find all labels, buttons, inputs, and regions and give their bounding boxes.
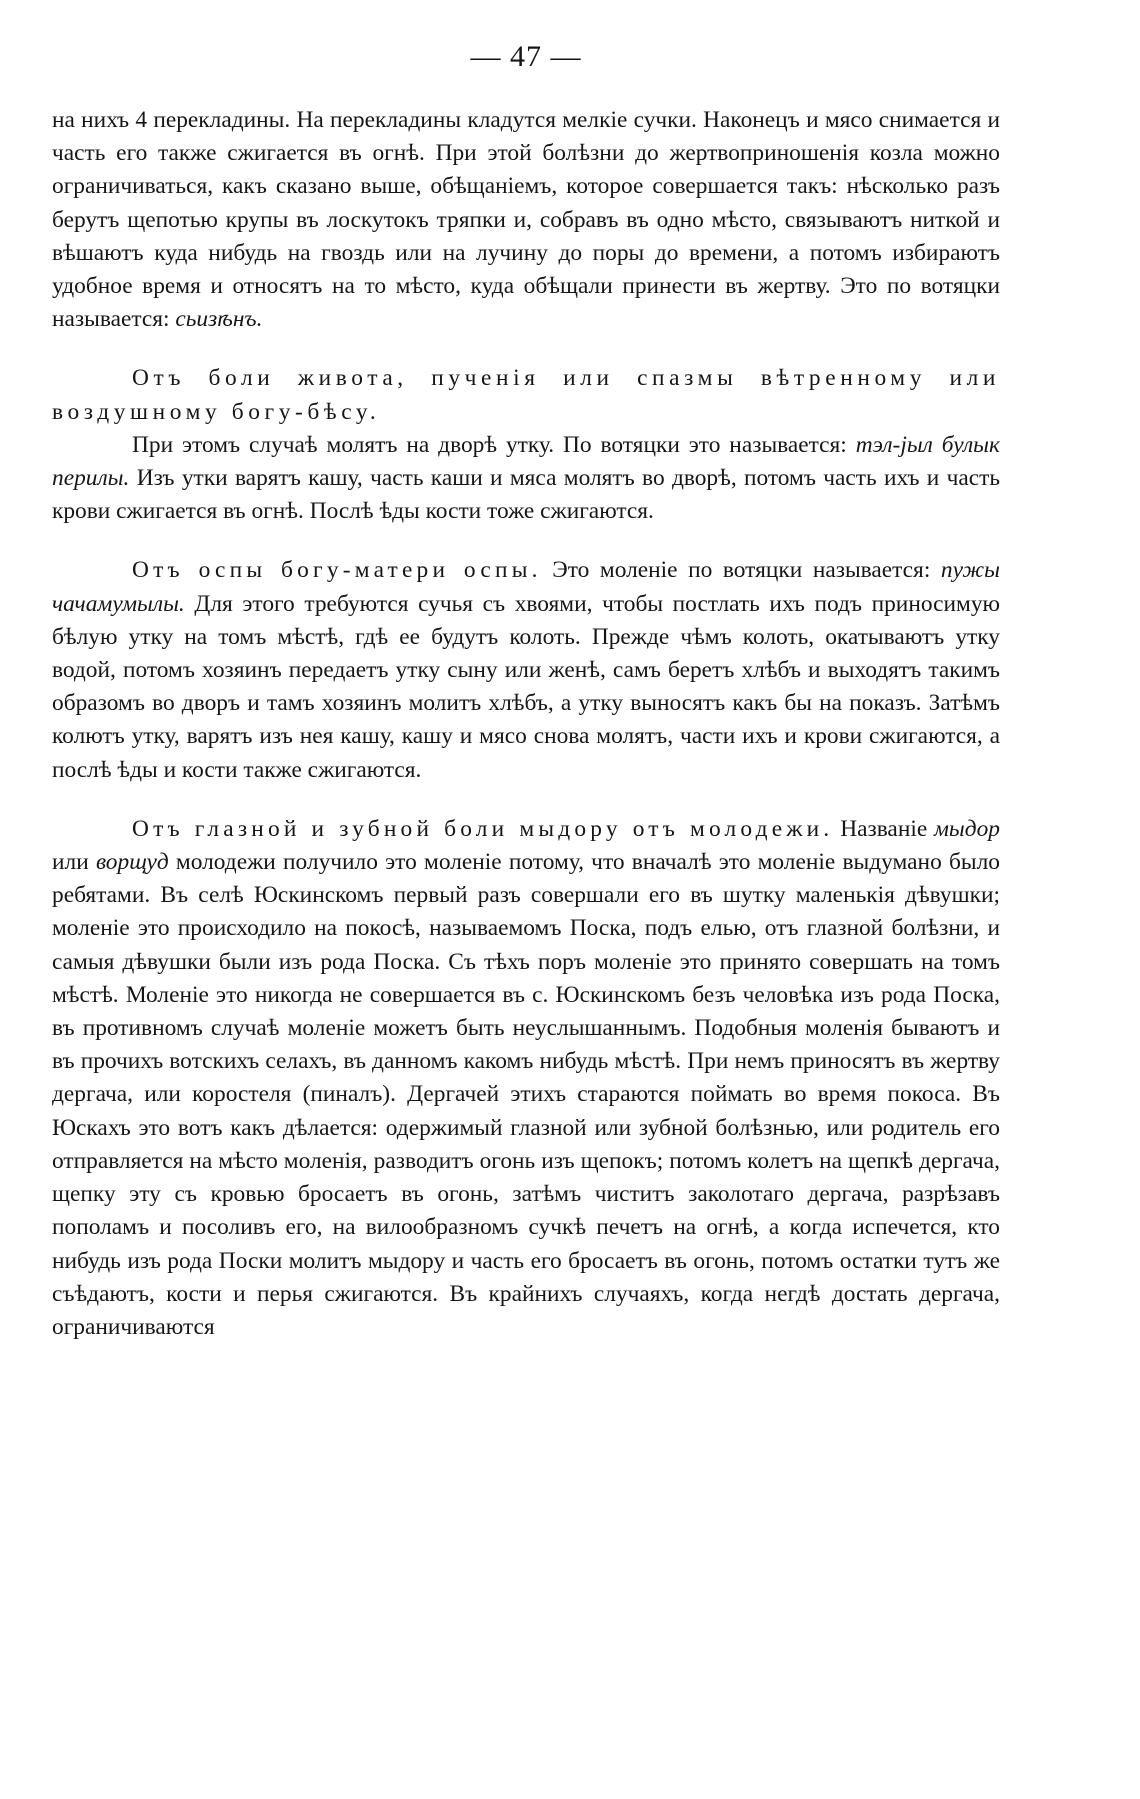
paragraph-5 (52, 813, 1000, 1344)
paragraph-4-heading: Отъ оспы богу-матери оспы. (132, 557, 542, 584)
paragraph-5-b: или (52, 849, 89, 876)
paragraph-3-start: При этомъ случаѣ молятъ на дворѣ утку. По вотяцки это называется: (132, 431, 847, 458)
paragraph-4-start: Это моленіе по вотяцки называется: (552, 557, 931, 584)
document-page (52, 40, 1000, 1344)
paragraph-2-heading: Отъ боли живота, пученія или спазмы вѣтренному или воздушному богу-бѣсу. (52, 365, 1000, 425)
term-syizen: сьизѣнъ. (175, 306, 263, 333)
paragraph-5-a: Названіе (840, 815, 928, 842)
term-mydor: мыдор (933, 815, 1000, 842)
paragraph-4 (52, 554, 1000, 786)
term-vorshchud: ворщуд (95, 849, 169, 876)
term-puzhy: пужы чачамумылы. (52, 557, 1000, 617)
paragraph-3 (52, 429, 1000, 529)
paragraph-4-rest: Для этого требуются сучья съ хвоями, чтобы постлать ихъ подъ приносимую бѣлую утку на томъ мѣстѣ, гдѣ ее будутъ колоть. Прежде чѣмъ колоть, окатываютъ утку водой, потомъ хозяинъ передаетъ утку сыну или женѣ, самъ беретъ хлѣбъ и выходятъ такимъ образомъ во дворъ и тамъ хозяинъ молитъ хлѣбъ, а утку выносятъ какъ бы на показъ. Затѣмъ колютъ утку, варятъ изъ нея кашу, кашу и мясо снова молятъ, части ихъ и крови сжигаются, а послѣ ѣды и кости также сжигаются. (52, 590, 1000, 783)
page-number: — 47 — (470, 40, 582, 73)
term-tel-jyl: тэл-јыл булык перилы. (52, 431, 1000, 492)
paragraph-3-rest: Изъ утки варятъ кашу, часть каши и мяса молятъ во дворѣ, потомъ часть ихъ и часть крови сжигается въ огнѣ. Послѣ ѣды кости тоже сжигаются. (52, 465, 1000, 525)
paragraph-1 (52, 104, 1000, 336)
paragraph-5-heading: Отъ глазной и зубной боли мыдору отъ молодежи. (132, 815, 834, 842)
paragraph-5-rest: молодежи получило это моленіе потому, что вначалѣ это моленіе выдумано было ребятами. Въ селѣ Юскинскомъ первый разъ совершали его въ шутку маленькія дѣвушки; моленіе это происходило на покосѣ, называемомъ Поска, подъ елью, отъ глазной болѣзни, и самыя дѣвушки были изъ рода Поска. Съ тѣхъ поръ моленіе это принято совершать на томъ мѣстѣ. Моленіе это никогда не совершается въ с. Юскинскомъ безъ человѣка изъ рода Поска, въ противномъ случаѣ моленіе можетъ быть неуслышаннымъ. Подобныя моленія бываютъ и въ прочихъ вотскихъ селахъ, въ данномъ какомъ нибудь мѣстѣ. При немъ приносятъ въ жертву дергача, или коростеля (пиналъ). Дергачей этихъ стараются поймать во время покоса. Въ Юскахъ это вотъ какъ дѣлается: одержимый глазной или зубной болѣзнью, или родитель его отправляется на мѣсто моленія, разводитъ огонь изъ щепокъ; потомъ колетъ на щепкѣ дергача, щепку эту съ кровью бросаетъ въ огонь, затѣмъ чиститъ заколотаго дергача, разрѣзавъ пополамъ и посоливъ его, на вилообразномъ сучкѣ печетъ на огнѣ, а когда испечется, кто нибудь изъ рода Поски молитъ мыдору и часть его бросаетъ въ огонь, потомъ остатки тутъ же съѣдаютъ, кости и перья сжигаются. Въ крайнихъ случаяхъ, когда негдѣ достать дергача, ограничиваются (52, 849, 1000, 1340)
paragraph-1-text: на нихъ 4 перекладины. На перекладины кладутся мелкіе сучки. Наконецъ и мясо снимается и часть его также сжигается въ огнѣ. При этой болѣзни до жертвоприношенія козла можно ограничиваться, какъ сказано выше, обѣщаніемъ, которое совершается такъ: нѣсколько разъ берутъ щепотью крупы въ лоскутокъ тряпки и, собравъ въ одно мѣсто, связываютъ ниткой и вѣшаютъ куда нибудь на гвоздь или на лучину до поры до времени, а потомъ избираютъ удобное время и относятъ на то мѣсто, куда обѣщали принести въ жертву. Это по вотяцки называется: (52, 107, 1000, 333)
